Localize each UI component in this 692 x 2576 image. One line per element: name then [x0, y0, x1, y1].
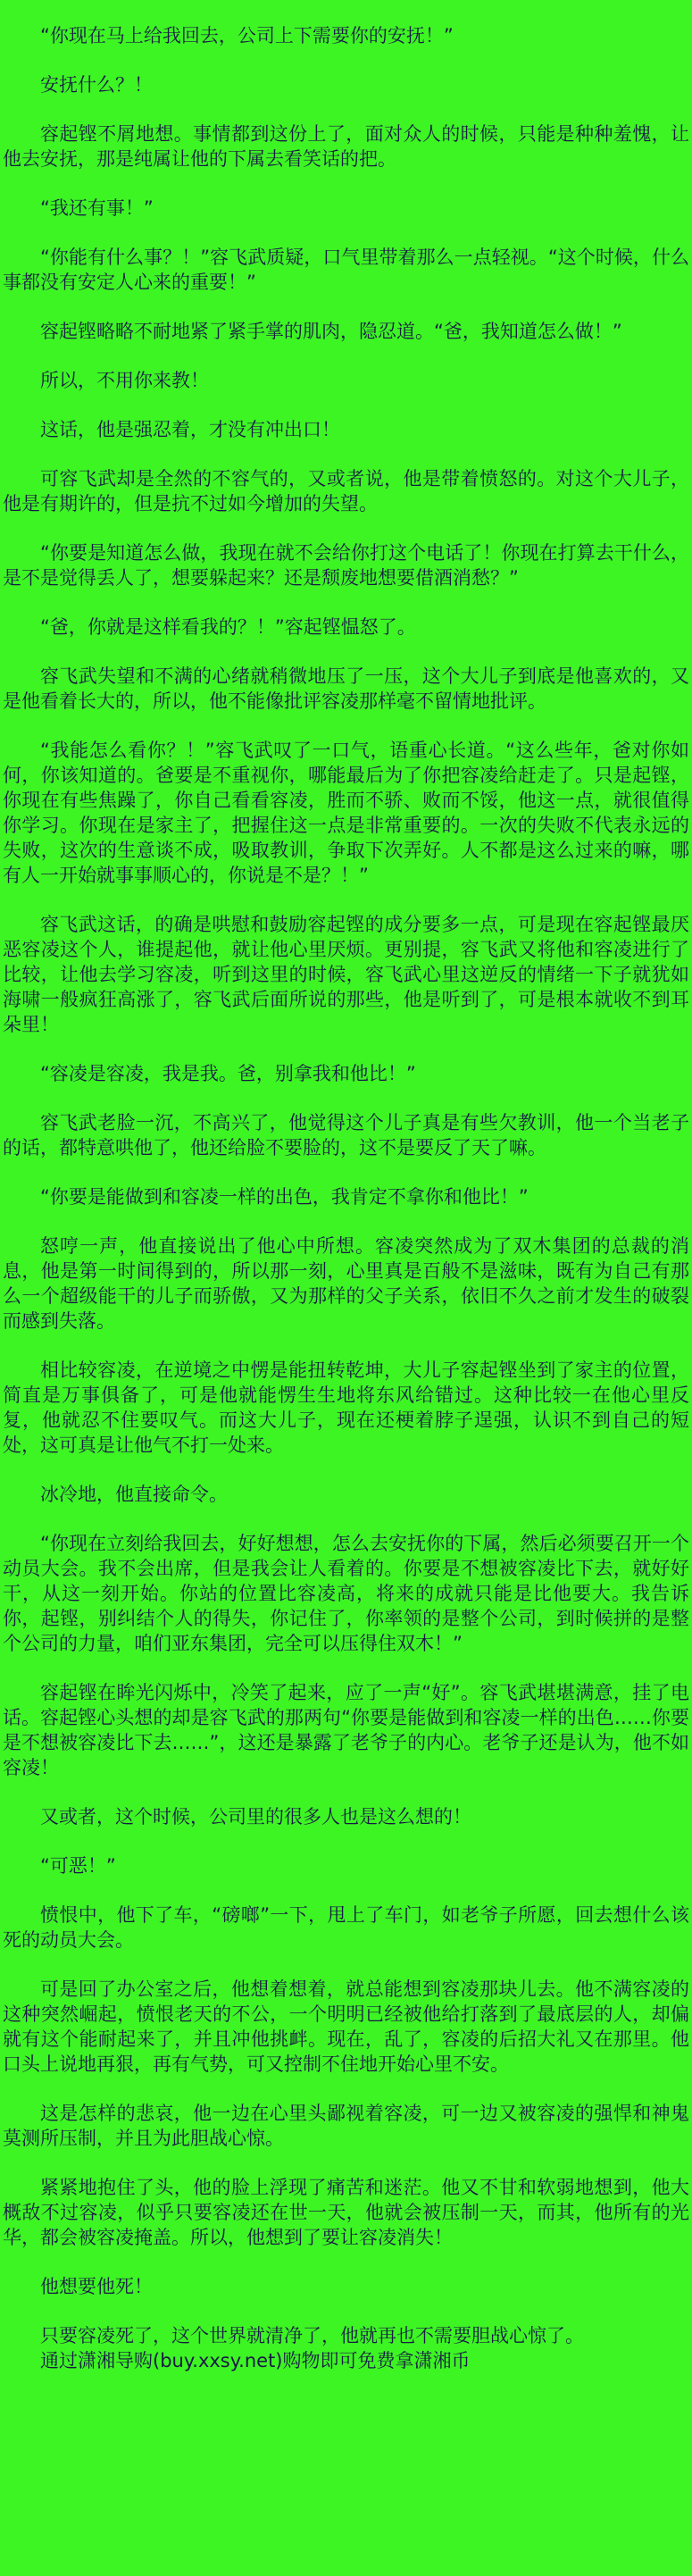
novel-paragraph: 容起铿略略不耐地紧了紧手掌的肌肉，隐忍道。“爸，我知道怎么做！”: [40, 321, 622, 342]
novel-paragraph: “你要是能做到和容凌一样的出色，我肯定不拿你和他比！”: [40, 1186, 529, 1208]
novel-paragraph: “你能有什么事？！”容飞武质疑，口气里带着那么一点轻视。“这个时候，什么事都没有安定人心来的重要！”: [3, 247, 689, 293]
novel-paragraph: “容凌是容凌，我是我。爸，别拿我和他比！”: [40, 1063, 416, 1084]
novel-paragraph: 容起铿不屑地想。事情都到这份上了，面对众人的时候，只能是种种羞愧，让他去安抚，那是纯属让他的下属去看笑话的把。: [3, 123, 689, 170]
novel-paragraph: 容飞武这话，的确是哄慰和鼓励容起铿的成分要多一点，可是现在容起铿最厌恶容凌这个人，谁提起他，就让他心里厌烦。更别提，容飞武又将他和容凌进行了比较，让他去学习容凌，听到这里的时候，容飞武心里这逆反的情绪一下子就犹如海啸一般疯狂高涨了，容飞武后面所说的那些，他是听到了，可是根本就收不到耳朵里！: [3, 914, 689, 1035]
novel-paragraph: 这是怎样的悲哀，他一边在心里头鄙视着容凌，可一边又被容凌的强悍和神鬼莫测所压制，并且为此胆战心惊。: [3, 2103, 689, 2149]
novel-paragraph: “我还有事！”: [40, 197, 154, 219]
novel-paragraph: “你现在马上给我回去，公司上下需要你的安抚！”: [40, 25, 454, 46]
novel-paragraph: 又或者，这个时候，公司里的很多人也是这么想的！: [40, 1806, 471, 1827]
novel-paragraph: 安抚什么？！: [40, 74, 153, 96]
novel-paragraph: 容起铿在眸光闪烁中，冷笑了起来，应了一声“好”。容飞武堪堪满意，挂了电话。容起铿心头想的却是容飞武的那两句“你要是能做到和容凌一样的出色……你要是不想被容凌比下去……”，这还是暴露了老爷子的内心。老爷子还是认为，他不如容凌！: [3, 1682, 689, 1778]
novel-paragraph: 相比较容凌，在逆境之中愣是能扭转乾坤，大儿子容起铿坐到了家主的位置，简直是万事俱备了，可是他就能愣生生地将东风给错过。这种比较一在他心里反复，他就忍不住要叹气。而这大儿子，现在还梗着脖子逞强，认识不到自己的短处，这可真是让他气不打一处来。: [3, 1359, 689, 1456]
promo-footer: 通过潇湘导购(buy.xxsy.net)购物即可免费拿潇湘币: [40, 2350, 471, 2371]
novel-paragraph: “我能怎么看你？！”容飞武叹了一口气，语重心长道。“这么些年，爸对你如何，你该知道的。爸要是不重视你，哪能最后为了你把容凌给赶走了。只是起铿，你现在有些焦躁了，你自己看看容凌，胜而不骄、败而不馁，他这一点，就很值得你学习。你现在是家主了，把握住这一点是非常重要的。一次的失败不代表永远的失败，这次的生意谈不成，吸取教训，争取下次弄好。人不都是这么过来的嘛，哪有人一开始就事事顺心的，你说是不是？！”: [3, 740, 689, 886]
novel-paragraph: “你现在立刻给我回去，好好想想，怎么去安抚你的下属，然后必须要召开一个动员大会。我不会出席，但是我会让人看着的。你要是不想被容凌比下去，就好好干，从这一刻开始。你站的位置比容凌高，将来的成就只能是比他要大。我告诉你，起铿，别纠结个人的得失，你记住了，你率领的是整个公司，到时候拼的是整个公司的力量，咱们亚东集团，完全可以压得住双木！”: [3, 1533, 689, 1654]
novel-paragraph: 他想要他死！: [40, 2276, 153, 2297]
novel-paragraph: 可是回了办公室之后，他想着想着，就总能想到容凌那块儿去。他不满容凌的这种突然崛起，愤恨老天的不公，一个明明已经被他给打落到了最底层的人，却偏就有这个能耐起来了，并且冲他挑衅。现在，乱了，容凌的后招大礼又在那里。他口头上说地再狠，再有气势，可又控制不住地开始心里不安。: [3, 1978, 689, 2075]
novel-paragraph: 容飞武失望和不满的心绪就稍微地压了一压，这个大儿子到底是他喜欢的，又是他看着长大的，所以，他不能像批评容凌那样毫不留情地批评。: [3, 665, 689, 712]
novel-paragraph: 紧紧地抱住了头，他的脸上浮现了痛苦和迷茫。他又不甘和软弱地想到，他大概敌不过容凌，似乎只要容凌还在世一天，他就会被压制一天，而其，他所有的光华，都会被容凌掩盖。所以，他想到了要让容凌消失！: [3, 2177, 689, 2248]
novel-paragraph: “爸，你就是这样看我的？！”容起铿愠怒了。: [40, 616, 416, 638]
novel-paragraph: 这话，他是强忍着，才没有冲出口！: [40, 419, 340, 440]
novel-text-body: [3, 23, 689, 2348]
novel-paragraph: 只要容凌死了，这个世界就清净了，他就再也不需要胆战心惊了。: [40, 2325, 584, 2346]
novel-paragraph: “你要是知道怎么做，我现在就不会给你打这个电话了！你现在打算去干什么，是不是觉得丢人了，想要躲起来？还是颓废地想要借酒消愁？”: [3, 542, 689, 589]
novel-paragraph: 冰冷地，他直接命令。: [40, 1484, 228, 1505]
novel-paragraph: “可恶！”: [40, 1855, 116, 1877]
novel-paragraph: 怒哼一声，他直接说出了他心中所想。容凌突然成为了双木集团的总裁的消息，他是第一时间得到的，所以那一刻，心里真是百般不是滋味，既有为自己有那么一个超级能干的儿子而骄傲，又为那样的父子关系，依旧不久之前才发生的破裂而感到失落。: [3, 1235, 689, 1332]
novel-paragraph: 所以，不用你来教！: [40, 370, 209, 391]
novel-paragraph: 愤恨中，他下了车，“磅啷”一下，甩上了车门，如老爷子所愿，回去想什么该死的动员大会。: [3, 1904, 689, 1951]
novel-paragraph: 可容飞武却是全然的不容气的，又或者说，他是带着愤怒的。对这个大儿子，他是有期许的，但是抗不过如今增加的失望。: [3, 468, 689, 514]
novel-paragraph: 容飞武老脸一沉，不高兴了，他觉得这个儿子真是有些欠教训，他一个当老子的话，都特意哄他了，他还给脸不要脸的，这不是要反了天了嘛。: [3, 1112, 689, 1158]
